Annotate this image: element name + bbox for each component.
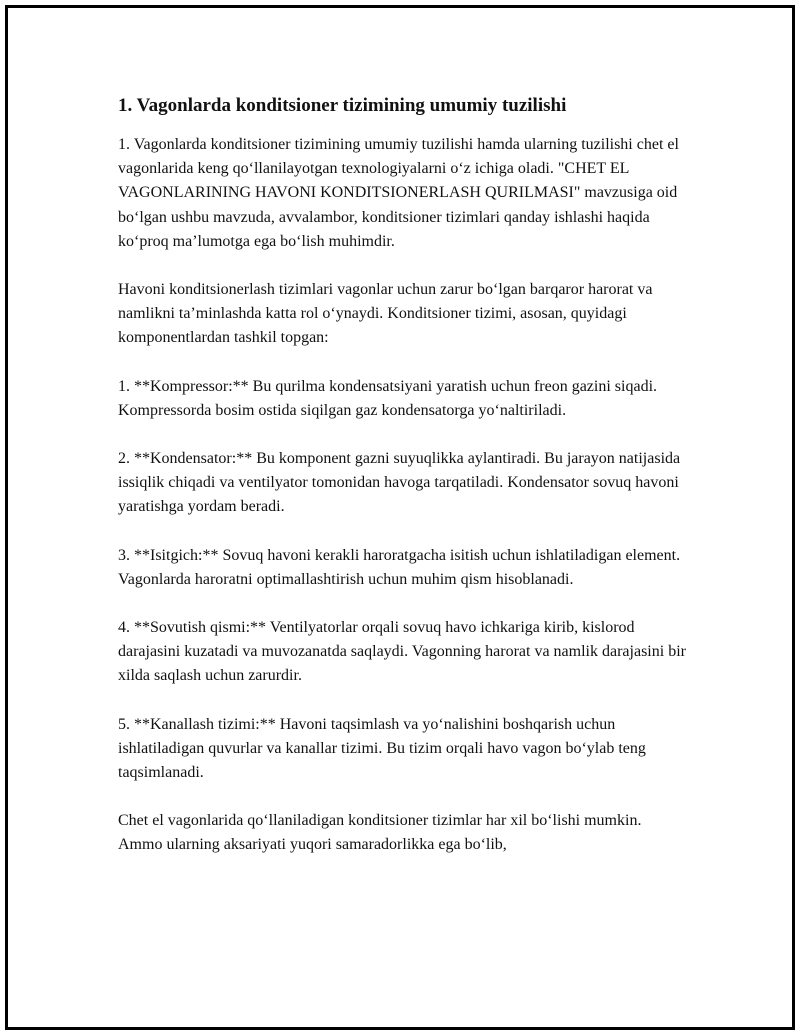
- section-heading: 1. Vagonlarda konditsioner tizimining umumiy tuzilishi: [118, 95, 567, 116]
- document-body: [118, 93, 688, 882]
- paragraph-condenser: 2. **Kondensator:** Bu komponent gazni suyuqlikka aylantiradi. Bu jarayon natijasida issiqlik chiqadi va ventilyator tomonidan havoga tarqatiladi. Kondensator sovuq havoni yaratishga yordam beradi.: [118, 450, 681, 516]
- paragraph-heater: 3. **Isitgich:** Sovuq havoni kerakli haroratgacha isitish uchun ishlatiladigan element. Vagonlarda haroratni optimallashtirish uchun muhim qism hisoblanadi.: [118, 546, 681, 588]
- paragraph-conclusion: Chet el vagonlarida qo‘llaniladigan konditsioner tizimlar har xil bo‘lishi mumkin. Ammo ularning aksariyati yuqori samaradorlikka ega bo‘lib,: [118, 812, 642, 854]
- paragraph-overview: Havoni konditsionerlash tizimlari vagonlar uchun zarur bo‘lgan barqaror harorat va namlikni ta’minlashda katta rol o‘ynaydi. Konditsioner tizimi, asosan, quyidagi komponentlardan tashkil topgan:: [118, 281, 653, 347]
- paragraph-intro: 1. Vagonlarda konditsioner tizimining umumiy tuzilishi hamda ularning tuzilishi chet el vagonlarida keng qo‘llanilayotgan texnologiyalarni o‘z ichiga oladi. "CHET EL VAGONLARINING HAVONI KONDITSIONERLASH QURILMASI" mavzusiga oid bo‘lgan ushbu mavzuda, avvalambor, konditsioner tizimlari qanday ishlashi haqida ko‘proq ma’lumotga ega bo‘lish muhimdir.: [118, 136, 679, 250]
- paragraph-cooling: 4. **Sovutish qismi:** Ventilyatorlar orqali sovuq havo ichkariga kirib, kislorod darajasini kuzatadi va muvozanatda saqlaydi. Vagonning harorat va namlik darajasini bir xilda saqlash uchun zarurdir.: [118, 619, 686, 685]
- paragraph-ducting: 5. **Kanallash tizimi:** Havoni taqsimlash va yo‘nalishini boshqarish uchun ishlatiladigan quvurlar va kanallar tizimi. Bu tizim orqali havo vagon bo‘ylab teng taqsimlanadi.: [118, 715, 646, 782]
- paragraph-compressor: 1. **Kompressor:** Bu qurilma kondensatsiyani yaratish uchun freon gazini siqadi. Kompressorda bosim ostida siqilgan gaz kondensatorga yo‘naltiriladi.: [118, 377, 658, 419]
